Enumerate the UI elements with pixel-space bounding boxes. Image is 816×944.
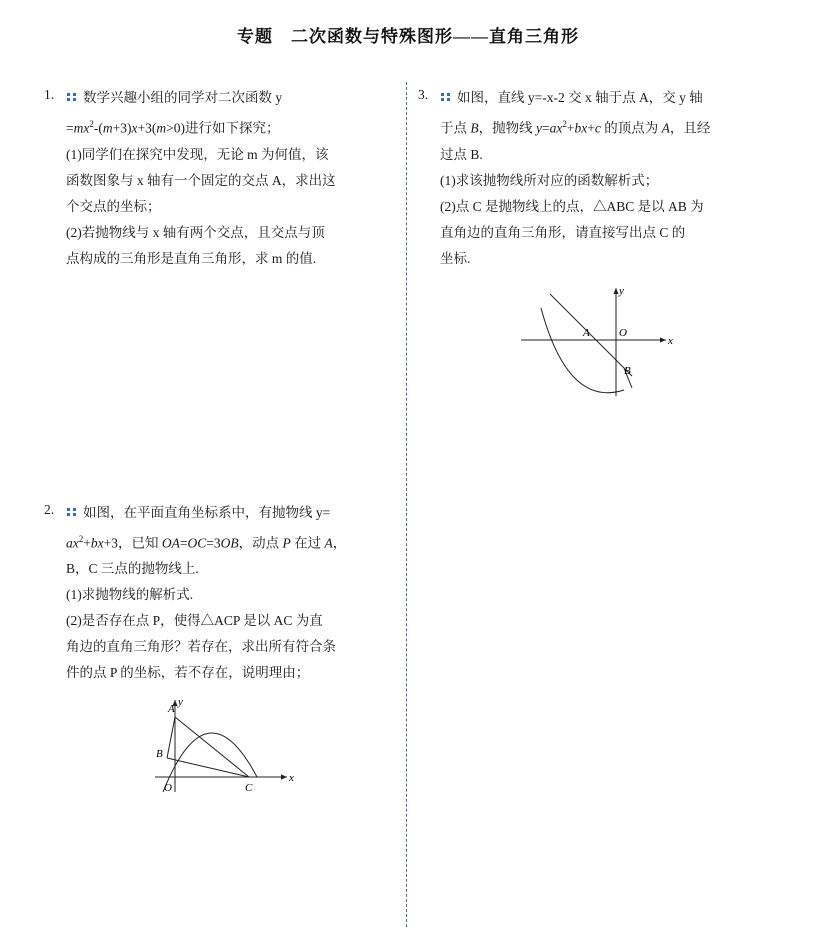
problem-2-line-2: $ax^2+bx+3$，已知 OA=OC=3OB，动点 P 在过 A， — [66, 533, 347, 550]
problem-3-body — [440, 85, 773, 272]
problem-2-line-5: (2)是否存在点 P，使得△ACP 是以 AC 为直 — [66, 613, 323, 628]
problem-1-body — [66, 85, 399, 272]
problem-1-line-7: 点构成的三角形是直角三角形，求 m 的值. — [66, 250, 317, 266]
problem-3-figure-wrap — [418, 278, 773, 408]
problem-3-line-1: 如图，直线 y=-x-2 交 x 轴于点 A，交 y 轴 — [457, 90, 703, 105]
label-O: O — [163, 782, 172, 794]
problem-1-line-2: $=mx^2-(m+3)x+3(m>0)$进行如下探究； — [66, 119, 280, 136]
problem-1-number: 1. — [44, 87, 55, 102]
label-O: O — [618, 326, 627, 339]
problem-1-line-6: (2)若抛物线与 x 轴有两个交点，且交点与顶 — [66, 224, 325, 240]
label-A: A — [582, 326, 590, 339]
problem-2-figure-wrap — [44, 692, 399, 802]
problem-3-line-2: 于点 B，抛物线 $y=ax^2+bx+c$ 的顶点为 A，且经 — [440, 119, 711, 136]
answer-space-1 — [44, 282, 399, 500]
problem-1-line-3: (1)同学们在探究中发现，无论 m 为何值，该 — [66, 146, 329, 162]
label-y: y — [618, 284, 624, 297]
problem-3-number: 3. — [418, 87, 429, 102]
problem-2-line-1: 如图，在平面直角坐标系中，有抛物线 y= — [83, 504, 331, 520]
dice-icon — [440, 92, 453, 103]
problem-2-line-4: (1)求抛物线的解析式. — [66, 587, 194, 602]
problem-3-line-5: (2)点 C 是抛物线上的点，△ABC 是以 AB 为 — [440, 198, 704, 214]
problem-2 — [44, 500, 399, 803]
label-x: x — [667, 334, 673, 347]
label-B: B — [623, 364, 631, 377]
problem-3-line-3: 过点 B. — [440, 146, 483, 162]
problem-3 — [418, 85, 773, 408]
label-B: B — [155, 748, 163, 760]
label-C: C — [244, 782, 252, 794]
problem-2-line-6: 角边的直角三角形？若存在，求出所有符合条 — [66, 639, 336, 654]
label-y: y — [177, 696, 183, 708]
problem-columns — [0, 85, 816, 935]
problem-1 — [44, 85, 399, 272]
dice-icon — [66, 507, 79, 518]
parabola-figure-3 — [506, 278, 686, 408]
problem-1-line-1: 数学兴趣小组的同学对二次函数 y — [83, 90, 283, 105]
problem-2-line-3: B，C 三点的抛物线上. — [66, 561, 199, 576]
label-x: x — [288, 772, 294, 784]
problem-1-line-5: 个交点的坐标； — [66, 198, 161, 214]
right-column — [418, 85, 773, 418]
problem-2-body — [66, 500, 399, 687]
problem-1-line-4: 函数图象与 x 轴有一个固定的交点 A，求出这 — [66, 172, 336, 188]
problem-3-line-4: (1)求该抛物线所对应的函数解析式； — [440, 172, 659, 188]
left-column — [44, 85, 399, 812]
problem-2-line-7: 件的点 P 的坐标，若不存在，说明理由； — [66, 665, 310, 680]
worksheet-page — [0, 22, 816, 944]
parabola-figure-2 — [137, 692, 307, 802]
problem-3-line-6: 直角边的直角三角形，请直接写出点 C 的 — [440, 224, 686, 240]
problem-2-number: 2. — [44, 501, 55, 517]
dice-icon — [66, 92, 79, 103]
problem-3-line-7: 坐标. — [440, 250, 471, 266]
label-A: A — [167, 703, 175, 715]
page-title: 专题 二次函数与特殊图形——直角三角形 — [237, 27, 579, 46]
